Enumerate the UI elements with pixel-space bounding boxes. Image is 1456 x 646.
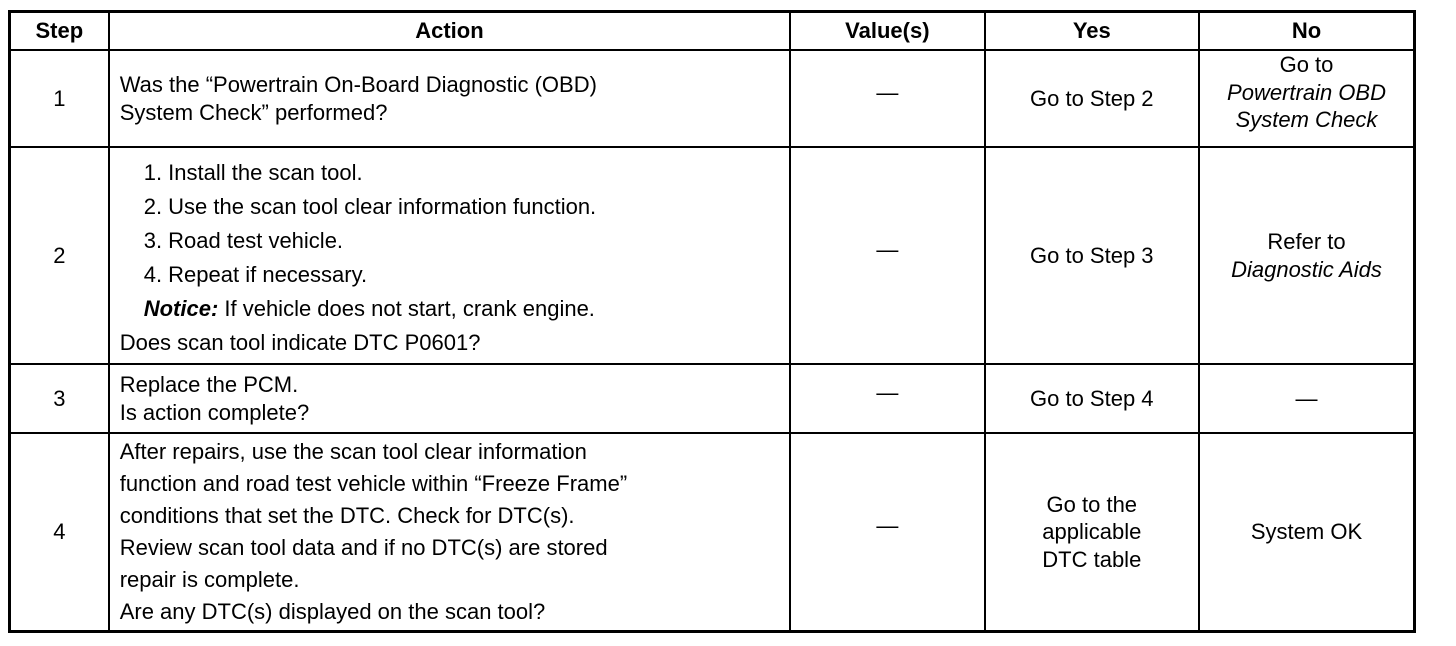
action-line: Was the “Powertrain On-Board Diagnostic (OBD) [119,72,597,97]
yes-text: Go to Step 3 [1030,242,1154,268]
action-list-item: 3. Road test vehicle. [143,227,344,253]
action-line: function and road test vehicle within “Freeze Frame” [119,471,628,496]
action-line: repair is complete. [119,567,300,592]
step-number: 3 [10,364,109,433]
header-row [10,12,1415,51]
yes-cell [985,147,1199,364]
no-cell [1199,50,1414,147]
no-reference: Powertrain OBD [1227,79,1386,105]
header-action: Action [109,12,790,51]
no-reference: System Check [1235,107,1378,132]
action-question: Does scan tool indicate DTC P0601? [119,329,481,355]
no-text: — [1295,385,1318,411]
value-cell [790,147,984,364]
value-dash: — [876,79,899,105]
action-line: Review scan tool data and if no DTC(s) are stored [119,535,608,560]
value-cell [790,364,984,433]
notice-text: If vehicle does not start, crank engine. [218,295,595,321]
action-cell [109,433,790,632]
no-prefix: Go to [1279,52,1334,77]
no-cell [1199,364,1414,433]
value-dash: — [876,513,899,539]
action-cell [109,364,790,433]
header-no: No [1199,12,1414,51]
table-row [10,147,1415,364]
step-number: 1 [10,50,109,147]
action-cell [109,50,790,147]
yes-cell [985,364,1199,433]
yes-text: Go to Step 4 [1030,385,1154,411]
action-line: After repairs, use the scan tool clear information [119,439,587,464]
no-cell [1199,433,1414,632]
yes-cell [985,433,1199,632]
value-dash: — [876,379,899,405]
table-row [10,433,1415,632]
action-cell [109,147,790,364]
action-list-item: 1. Install the scan tool. [143,159,363,185]
yes-text: Go to Step 2 [1030,85,1154,111]
notice-line [120,292,779,326]
table-row [10,50,1415,147]
action-line: Are any DTC(s) displayed on the scan tool? [119,599,546,624]
value-cell [790,433,984,632]
step-number: 4 [10,433,109,632]
yes-text: applicable [1042,519,1142,545]
action-line: conditions that set the DTC. Check for DTC(s). [119,503,575,528]
action-line: System Check” performed? [119,99,388,125]
no-prefix: Refer to [1267,229,1346,254]
value-dash: — [876,236,899,262]
action-line: Is action complete? [119,399,310,425]
no-text: System OK [1250,519,1363,545]
yes-cell [985,50,1199,147]
action-list-item: 4. Repeat if necessary. [143,261,368,287]
no-cell [1199,147,1414,364]
table-row [10,364,1415,433]
header-yes: Yes [985,12,1199,51]
notice-label: Notice: [143,295,219,321]
diagnostic-table [8,10,1416,633]
action-list-item: 2. Use the scan tool clear information function. [143,193,597,219]
yes-text: Go to the [1046,491,1138,517]
step-number: 2 [10,147,109,364]
yes-text: DTC table [1042,546,1142,572]
header-step: Step [10,12,109,51]
no-reference: Diagnostic Aids [1231,256,1382,282]
header-values: Value(s) [790,12,984,51]
action-line: Replace the PCM. [119,372,299,397]
value-cell [790,50,984,147]
